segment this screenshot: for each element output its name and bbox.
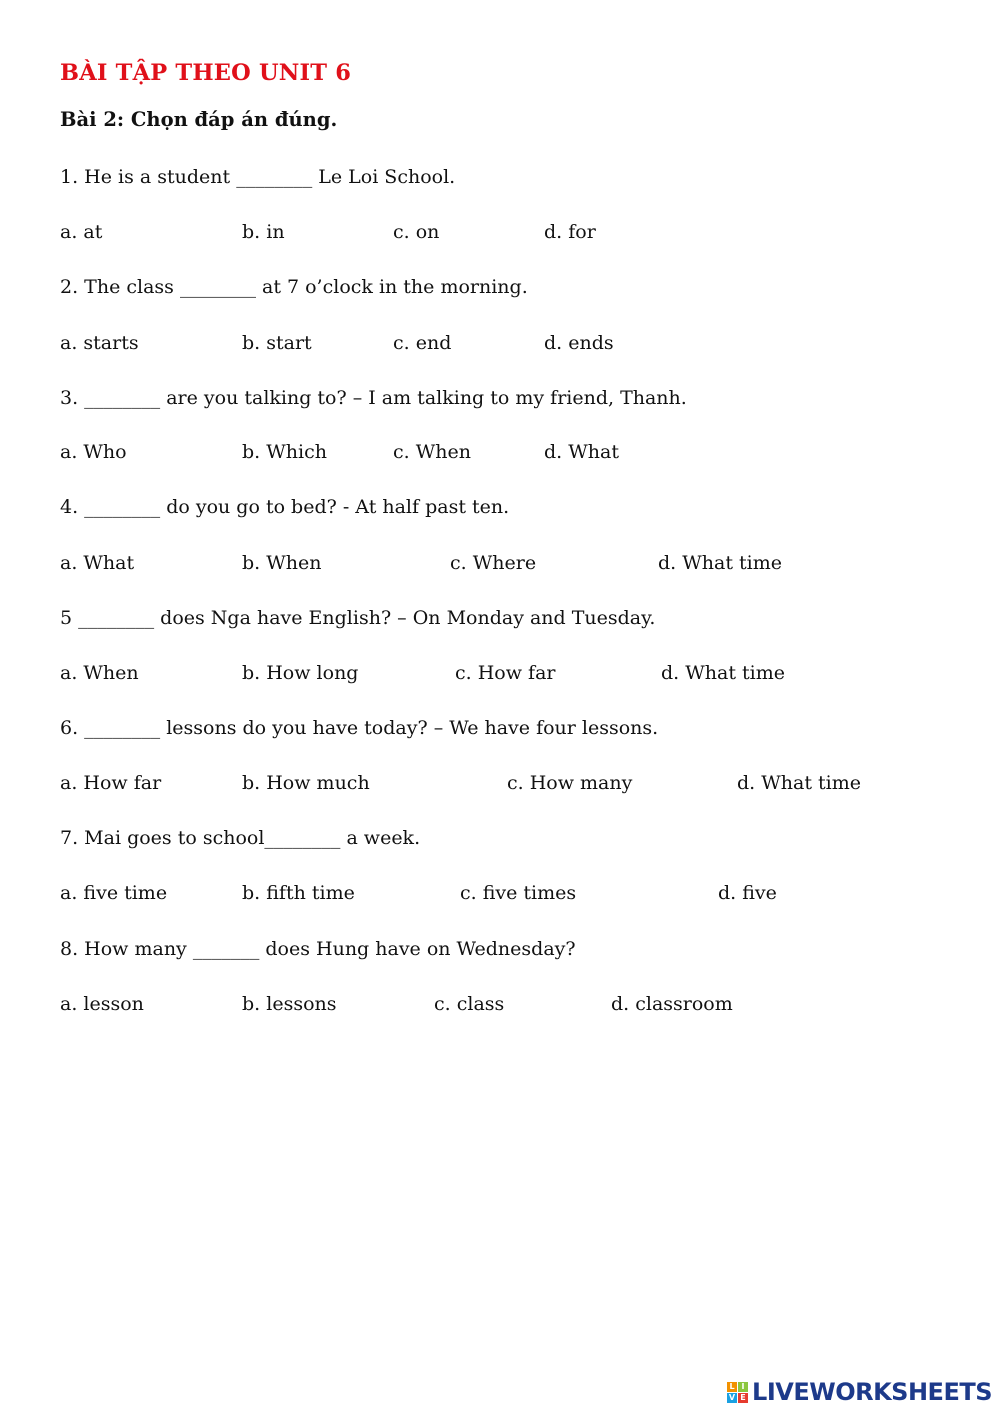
question-7: 7. Mai goes to school________ a week. xyxy=(60,827,421,849)
liveworksheets-logo xyxy=(727,1377,992,1407)
logo-icon-letter-e: E xyxy=(738,1393,748,1403)
q4-option-a[interactable]: a. What xyxy=(60,552,135,574)
question-1: 1. He is a student ________ Le Loi School. xyxy=(60,166,456,188)
logo-wordmark: LIVEWORKSHEETS xyxy=(752,1378,992,1406)
q2-option-d[interactable]: d. ends xyxy=(544,332,614,354)
q6-option-d[interactable]: d. What time xyxy=(737,772,861,794)
exercise-instruction: Bài 2: Chọn đáp án đúng. xyxy=(60,108,338,131)
logo-icon-letter-l: L xyxy=(727,1382,737,1392)
q6-option-a[interactable]: a. How far xyxy=(60,772,162,794)
q5-option-c[interactable]: c. How far xyxy=(455,662,556,684)
q7-option-c[interactable]: c. five times xyxy=(460,882,577,904)
q4-option-d[interactable]: d. What time xyxy=(658,552,782,574)
q8-option-b[interactable]: b. lessons xyxy=(242,993,337,1015)
worksheet-title: BÀI TẬP THEO UNIT 6 xyxy=(60,60,352,86)
q8-option-d[interactable]: d. classroom xyxy=(611,993,733,1015)
q6-option-b[interactable]: b. How much xyxy=(242,772,370,794)
question-2: 2. The class ________ at 7 o’clock in the morning. xyxy=(60,276,528,298)
q7-option-b[interactable]: b. fifth time xyxy=(242,882,355,904)
q5-option-d[interactable]: d. What time xyxy=(661,662,785,684)
q3-option-c[interactable]: c. When xyxy=(393,441,471,463)
q7-option-a[interactable]: a. five time xyxy=(60,882,168,904)
q1-option-a[interactable]: a. at xyxy=(60,221,103,243)
question-3: 3. ________ are you talking to? – I am talking to my friend, Thanh. xyxy=(60,387,687,409)
question-6: 6. ________ lessons do you have today? – We have four lessons. xyxy=(60,717,659,739)
logo-icon-letter-i: I xyxy=(738,1382,748,1392)
q3-option-a[interactable]: a. Who xyxy=(60,441,127,463)
q8-option-a[interactable]: a. lesson xyxy=(60,993,144,1015)
q3-option-b[interactable]: b. Which xyxy=(242,441,327,463)
q2-option-a[interactable]: a. starts xyxy=(60,332,139,354)
q4-option-c[interactable]: c. Where xyxy=(450,552,537,574)
q5-option-b[interactable]: b. How long xyxy=(242,662,359,684)
question-8: 8. How many _______ does Hung have on Wednesday? xyxy=(60,938,576,960)
q6-option-c[interactable]: c. How many xyxy=(507,772,633,794)
q4-option-b[interactable]: b. When xyxy=(242,552,322,574)
q3-option-d[interactable]: d. What xyxy=(544,441,619,463)
logo-icon-letter-v: V xyxy=(728,1392,736,1402)
q2-option-c[interactable]: c. end xyxy=(393,332,452,354)
q7-option-d[interactable]: d. five xyxy=(718,882,777,904)
q2-option-b[interactable]: b. start xyxy=(242,332,312,354)
question-5: 5 ________ does Nga have English? – On Monday and Tuesday. xyxy=(60,607,656,629)
q1-option-c[interactable]: c. on xyxy=(393,221,440,243)
question-4: 4. ________ do you go to bed? - At half past ten. xyxy=(60,496,510,518)
q8-option-c[interactable]: c. class xyxy=(434,993,505,1015)
q1-option-d[interactable]: d. for xyxy=(544,221,596,243)
liveworksheets-logo-icon xyxy=(727,1382,748,1403)
q1-option-b[interactable]: b. in xyxy=(242,221,285,243)
q5-option-a[interactable]: a. When xyxy=(60,662,139,684)
